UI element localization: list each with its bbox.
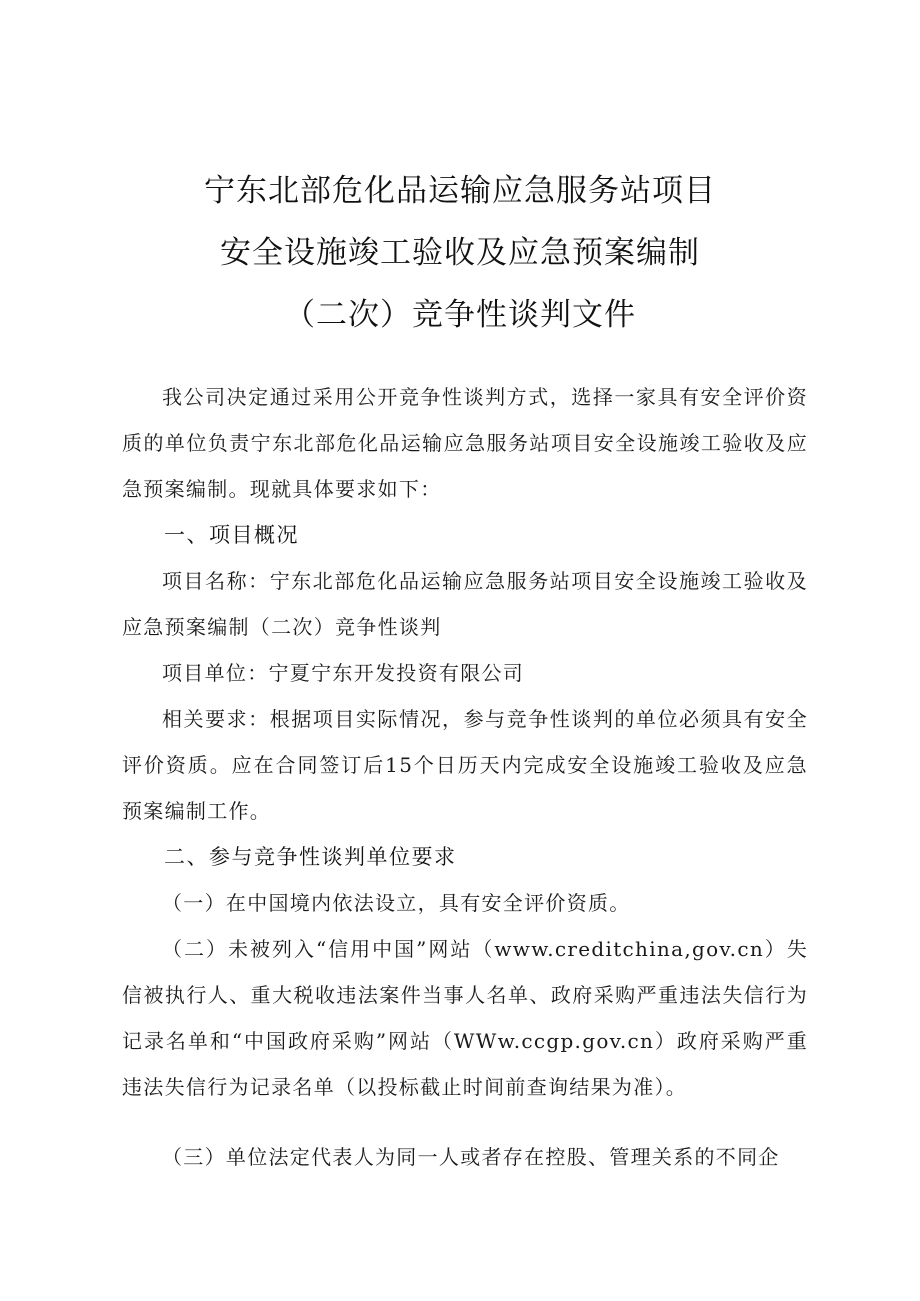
intro-paragraph: 我公司决定通过采用公开竞争性谈判方式，选择一家具有安全评价资质的单位负责宁东北部危化品运输应急服务站项目安全设施竣工验收及应急预案编制。现就具体要求如下：: [122, 385, 808, 501]
requirement-item-2: （二）未被列入“信用中国”网站（www.creditchina,gov.cn）失信被执行人、重大税收违法案件当事人名单、政府采购严重违法失信行为记录名单和“中国政府采购”网站（WWw.ccgp.gov.cn）政府采购严重违法失信行为记录名单（以投标截止时间前查询结果为准）。: [122, 937, 808, 1099]
title-line-3: （二次）竞争性谈判文件: [284, 297, 636, 333]
paragraph-gap: [122, 1110, 808, 1134]
requirement-item-3: （三）单位法定代表人为同一人或者存在控股、管理关系的不同企: [162, 1145, 780, 1169]
title-line-1: 宁东北部危化品运输应急服务站项目: [204, 173, 716, 209]
document-title: [0, 160, 920, 346]
document-body: [122, 374, 808, 1180]
project-name-paragraph: 项目名称：宁东北部危化品运输应急服务站项目安全设施竣工验收及应急预案编制（二次）竞争性谈判: [122, 569, 808, 639]
title-line-2: 安全设施竣工验收及应急预案编制: [220, 235, 700, 271]
requirements-paragraph: 相关要求：根据项目实际情况，参与竞争性谈判的单位必须具有安全评价资质。应在合同签订后15个日历天内完成安全设施竣工验收及应急预案编制工作。: [122, 707, 808, 823]
section-1-heading: 一、项目概况: [164, 523, 299, 547]
section-2-heading: 二、参与竞争性谈判单位要求: [164, 845, 457, 869]
project-unit-paragraph: 项目单位：宁夏宁东开发投资有限公司: [162, 661, 525, 685]
requirement-item-1: （一）在中国境内依法设立，具有安全评价资质。: [162, 891, 631, 915]
